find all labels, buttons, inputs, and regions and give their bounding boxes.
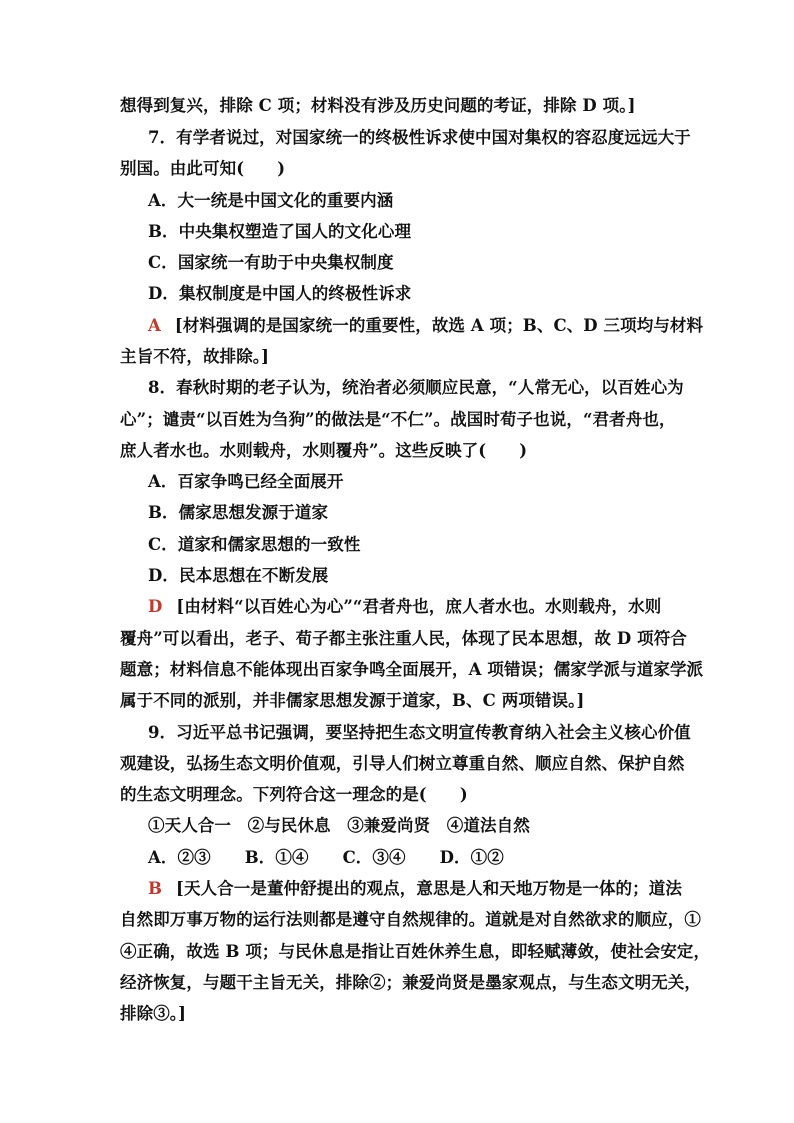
q9-explanation-5: 排除③。] <box>120 1004 187 1023</box>
q9-explanation-4: 经济恢复，与题干主旨无关，排除②；兼爱尚贤是墨家观点，与生态文明无关， <box>120 973 701 992</box>
q9-answer-letter: B <box>148 879 163 898</box>
q7-option-c: C．国家统一有助于中央集权制度 <box>148 253 394 272</box>
q9-explanation-2: 自然即万事万物的运行法则都是遵守自然规律的。道就是对自然欲求的顺应，① <box>120 910 701 929</box>
q9-items: ①天人合一 ②与民休息 ③兼爱尚贤 ④道法自然 <box>148 816 530 835</box>
q8-option-b: B．儒家思想发源于道家 <box>148 503 329 522</box>
q9-option-d: D．①② <box>439 848 504 867</box>
q8-explanation-2: 覆舟”可以看出，老子、荀子都主张注重人民，体现了民本思想，故 D 项符合 <box>120 629 687 648</box>
q8-explanation-4: 属于不同的派别，并非儒家思想发源于道家，B、C 两项错误。] <box>120 691 585 710</box>
q9-explanation-3: ④正确，故选 B 项；与民休息是指让百姓休养生息，即轻赋薄敛，使社会安定， <box>120 942 711 961</box>
q8-stem-line-2: 心”；谴责“以百姓为刍狗”的做法是“不仁”。战国时荀子也说，“君者舟也， <box>120 410 676 429</box>
q7-option-b: B．中央集权塑造了国人的文化心理 <box>148 222 412 241</box>
q9-explanation-1: [天人合一是董仲舒提出的观点，意思是人和天地万物是一体的；道法 <box>176 879 682 898</box>
q9-stem-line-2: 观建设，弘扬生态文明价值观，引导人们树立尊重自然、顺应自然、保护自然 <box>120 754 685 773</box>
q8-option-d: D．民本思想在不断发展 <box>148 566 329 585</box>
q8-answer-letter: D <box>148 597 163 616</box>
q9-option-c: C．③④ <box>342 848 406 867</box>
q8-option-c: C．道家和儒家思想的一致性 <box>148 535 361 554</box>
q8-stem-line-3: 庶人者水也。水则载舟，水则覆舟”。这些反映了( ) <box>120 441 528 460</box>
q9-stem-line-1: 9．习近平总书记强调，要坚持把生态文明宣传教育纳入社会主义核心价值 <box>148 723 691 742</box>
q7-stem-line-1: 7．有学者说过，对国家统一的终极性诉求使中国对集权的容忍度远远大于 <box>148 128 691 147</box>
q7-answer-line-1 <box>148 315 703 337</box>
q7-stem-line-2: 别国。由此可知( ) <box>120 159 286 178</box>
q7-answer-letter: A <box>148 316 161 335</box>
q9-answer-line-1 <box>148 878 682 900</box>
q9-option-b: B．①④ <box>244 848 309 867</box>
q7-explanation-2: 主旨不符，故排除。] <box>120 347 270 366</box>
q8-explanation-1: [由材料“以百姓心为心”“君者舟也，庶人者水也。水则载舟，水则 <box>176 597 662 616</box>
q9-options-row <box>148 847 504 869</box>
q8-explanation-3: 题意；材料信息不能体现出百家争鸣全面展开，A 项错误；儒家学派与道家学派 <box>120 660 704 679</box>
q9-option-a: A．②③ <box>148 848 211 867</box>
q9-stem-line-3: 的生态文明理念。下列符合这一理念的是( ) <box>120 785 468 804</box>
q7-option-d: D．集权制度是中国人的终极性诉求 <box>148 284 412 303</box>
q8-stem-line-1: 8．春秋时期的老子认为，统治者必须顺应民意，“人常无心，以百姓心为 <box>148 378 684 397</box>
q8-option-a: A．百家争鸣已经全面展开 <box>148 472 344 491</box>
q7-option-a: A．大一统是中国文化的重要内涵 <box>148 191 394 210</box>
q7-explanation-1: [材料强调的是国家统一的重要性，故选 A 项；B、C、D 三项均与材料 <box>174 316 704 335</box>
prev-explanation-tail: 想得到复兴，排除 C 项；材料没有涉及历史问题的考证，排除 D 项。] <box>120 96 636 115</box>
q8-answer-line-1 <box>148 596 661 618</box>
